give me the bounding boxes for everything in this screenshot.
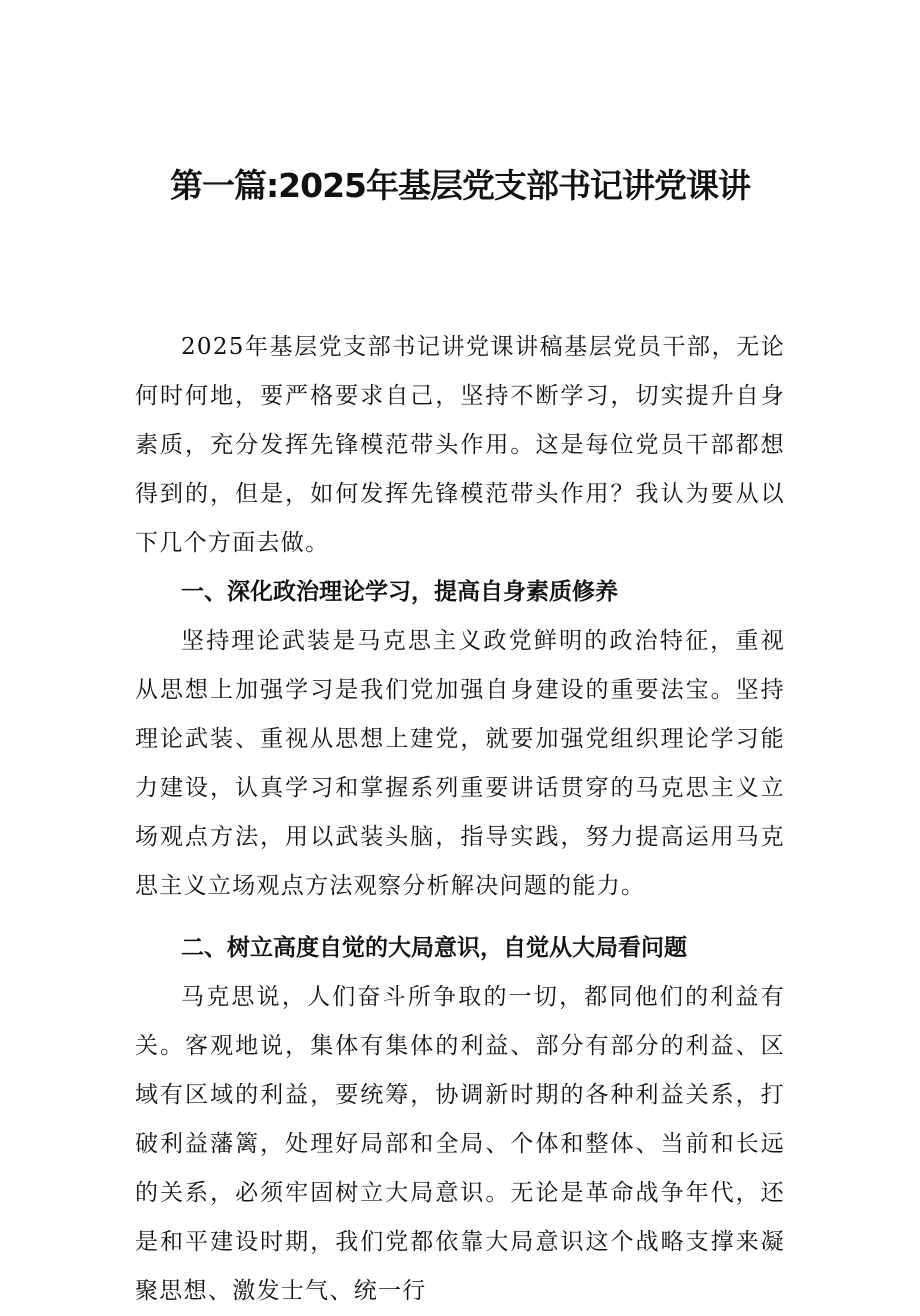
section-1-paragraph: 坚持理论武装是马克思主义政党鲜明的政治特征，重视从思想上加强学习是我们党加强自身建设的重要法宝。坚持理论武装、重视从思想上建党，就要加强党组织理论学习能力建设，认真学习和掌握系列重要讲话贯穿的马克思主义立场观点方法，用以武装头脑，指导实践，努力提高运用马克思主义立场观点方法观察分析解决问题的能力。 xyxy=(135,628,785,899)
section-1-heading: 一、深化政治理论学习，提高自身素质修养 xyxy=(181,579,618,605)
document-title: 第一篇:2025年基层党支部书记讲党课讲 xyxy=(169,166,751,205)
section-2-heading: 二、树立高度自觉的大局意识，自觉从大局看问题 xyxy=(181,935,687,961)
intro-paragraph: 2025年基层党支部书记讲党课讲稿基层党员干部，无论何时何地，要严格要求自己，坚持不断学习，切实提升自身素质，充分发挥先锋模范带头作用。这是每位党员干部都想得到的，但是，如何发挥先锋模范带头作用？我认为要从以下几个方面去做。 xyxy=(135,334,785,556)
document-body xyxy=(135,323,785,1316)
section-2-paragraph: 马克思说，人们奋斗所争取的一切，都同他们的利益有关。客观地说，集体有集体的利益、部分有部分的利益、区域有区域的利益，要统筹，协调新时期的各种利益关系，打破利益藩篱，处理好局部和全局、个体和整体、当前和长远的关系，必须牢固树立大局意识。无论是革命战争年代，还是和平建设时期，我们党都依靠大局意识这个战略支撑来凝聚思想、激发士气、统一行 xyxy=(135,984,785,1304)
